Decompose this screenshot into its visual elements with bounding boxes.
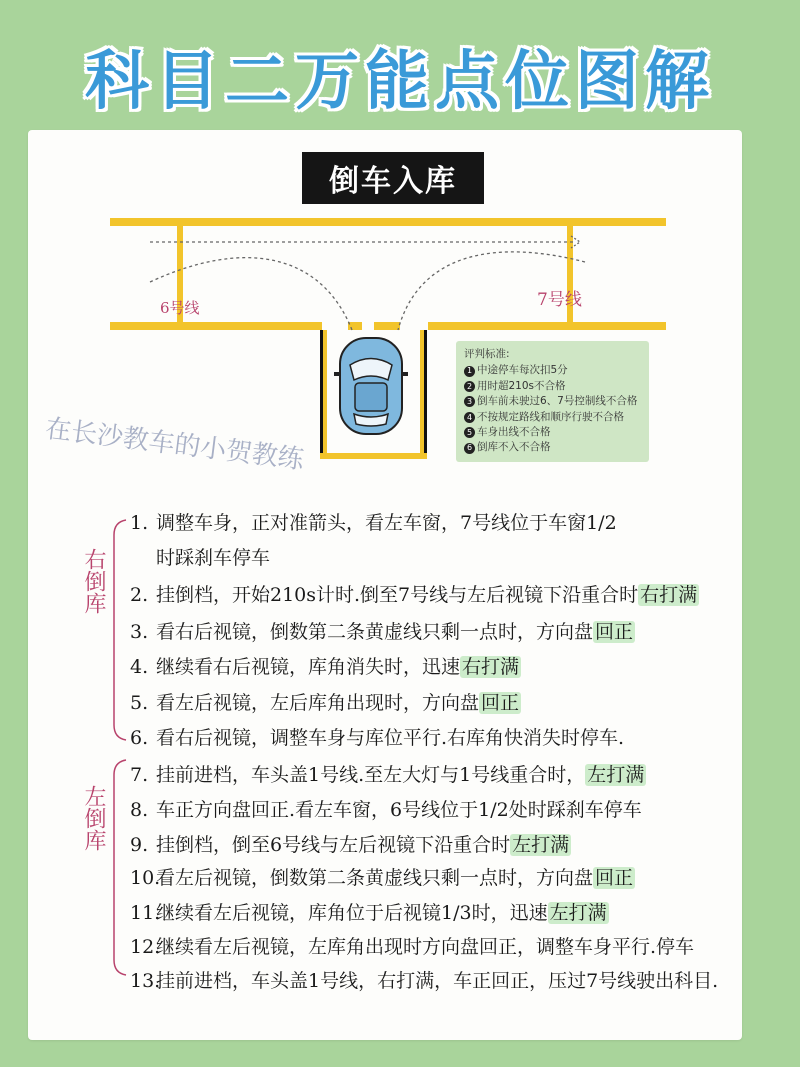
step-item xyxy=(130,760,646,787)
step-item xyxy=(130,863,635,890)
criteria-number: 3 xyxy=(464,396,475,407)
step-text: 挂前进档，车头盖1号线.至左大灯与1号线重合时， xyxy=(156,764,586,786)
step-number: 8. xyxy=(130,799,149,821)
step-item xyxy=(130,932,694,959)
page-title: 科目二万能点位图解 xyxy=(85,45,715,119)
step-highlight: 左打满 xyxy=(587,764,645,786)
criteria-number: 5 xyxy=(464,427,475,438)
step-highlight: 右打满 xyxy=(462,656,520,678)
step-number: 10. xyxy=(130,867,161,889)
control-line-7-label: 7号线 xyxy=(537,290,582,310)
step-text: 看左后视镜，左后库角出现时，方向盘 xyxy=(156,692,480,714)
step-highlight: 右打满 xyxy=(640,584,698,606)
section-title: 倒车入库 xyxy=(302,152,484,204)
left-reverse-bracket xyxy=(114,760,126,975)
step-text: 看右后视镜，倒数第二条黄虚线只剩一点时，方向盘 xyxy=(156,621,594,643)
step-text: 继续看右后视镜，库角消失时，迅速 xyxy=(156,656,461,678)
criteria-text: 中途停车每次扣5分 xyxy=(477,364,568,377)
step-number: 12. xyxy=(130,936,161,958)
criteria-text: 倒车前未驶过6、7号控制线不合格 xyxy=(477,395,638,408)
step-item xyxy=(130,617,635,644)
step-text: 调整车身，正对准箭头，看左车窗，7号线位于车窗1/2 xyxy=(156,512,617,534)
step-item xyxy=(130,830,571,857)
step-highlight: 回正 xyxy=(595,621,634,643)
step-number: 11. xyxy=(130,902,161,924)
step-number: 4. xyxy=(130,656,149,678)
step-item xyxy=(130,688,521,715)
step-text: 看右后视镜，调整车身与库位平行.右库角快消失时停车. xyxy=(156,727,625,749)
step-text: 继续看左后视镜，左库角出现时方向盘回正，调整车身平行.停车 xyxy=(156,936,695,958)
step-text: 挂倒档，倒至6号线与左后视镜下沿重合时 xyxy=(156,834,511,856)
criteria-number: 2 xyxy=(464,381,475,392)
step-text: 车正方向盘回正.看左车窗，6号线位于1/2处时踩刹车停车 xyxy=(156,799,642,821)
step-highlight: 左打满 xyxy=(549,902,607,924)
criteria-number: 4 xyxy=(464,412,475,423)
step-number: 6. xyxy=(130,727,149,749)
criteria-text: 不按规定路线和顺序行驶不合格 xyxy=(477,410,624,423)
step-item xyxy=(130,652,521,679)
watermark: 在长沙教车的小贺教练 xyxy=(43,413,306,476)
step-number: 5. xyxy=(130,692,149,714)
step-item xyxy=(130,898,609,925)
step-number: 3. xyxy=(130,621,149,643)
criteria-text: 用时超210s不合格 xyxy=(477,379,566,392)
step-text: 看左后视镜，倒数第二条黄虚线只剩一点时，方向盘 xyxy=(156,867,594,889)
step-text: 挂前进档，车头盖1号线，右打满，车正回正，压过7号线驶出科目. xyxy=(156,970,719,992)
step-highlight: 回正 xyxy=(481,692,520,714)
step-number: 13. xyxy=(130,970,161,992)
step-item xyxy=(130,966,718,993)
left-reverse-label: 左倒库 xyxy=(81,785,106,851)
step-highlight: 左打满 xyxy=(512,834,570,856)
right-reverse-bracket xyxy=(114,520,126,740)
step-item xyxy=(130,723,624,750)
step-text: 继续看左后视镜，库角位于后视镜1/3时，迅速 xyxy=(156,902,548,924)
right-reverse-label: 右倒库 xyxy=(81,548,106,614)
step-item xyxy=(130,580,699,607)
step-number: 7. xyxy=(130,764,149,786)
step-number: 9. xyxy=(130,834,149,856)
step-item xyxy=(130,508,617,535)
step-number: 1. xyxy=(130,512,149,534)
criteria-number: 6 xyxy=(464,443,475,454)
criteria-text: 车身出线不合格 xyxy=(477,426,551,439)
step-text: 时踩刹车停车 xyxy=(156,547,271,569)
criteria-title: 评判标准: xyxy=(464,348,510,360)
criteria-number: 1 xyxy=(464,366,475,377)
control-line-6-label: 6号线 xyxy=(160,299,200,317)
step-highlight: 回正 xyxy=(595,867,634,889)
step-item xyxy=(130,795,642,822)
criteria-text: 倒库不入不合格 xyxy=(477,441,551,454)
step-item xyxy=(156,543,270,570)
step-text: 挂倒档，开始210s计时.倒至7号线与左后视镜下沿重合时 xyxy=(156,584,639,606)
step-number: 2. xyxy=(130,584,149,606)
